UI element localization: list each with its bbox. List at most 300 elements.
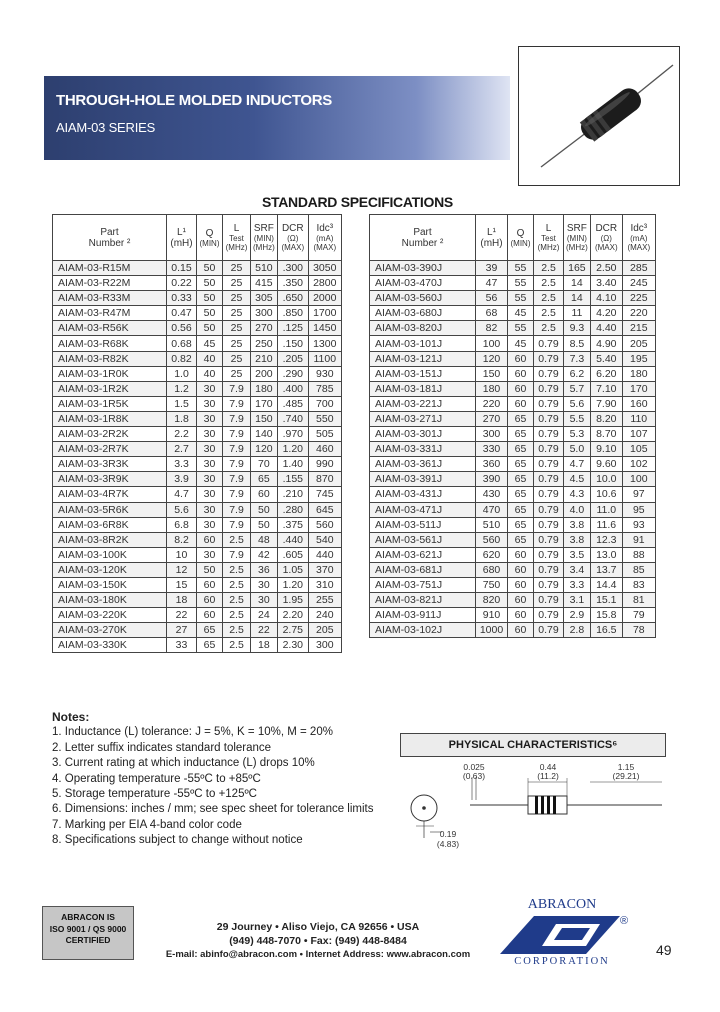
cell-srf: 30 bbox=[251, 593, 278, 608]
table-row bbox=[53, 321, 342, 336]
cell-dcr: 13.7 bbox=[590, 562, 622, 577]
cell-l-test: 0.79 bbox=[534, 547, 564, 562]
table-row bbox=[53, 547, 342, 562]
cell-inductance: 0.33 bbox=[167, 291, 197, 306]
cell-idc: 79 bbox=[622, 608, 655, 623]
cell-dcr: 5.40 bbox=[590, 351, 622, 366]
col-inductance: L¹ (mH) bbox=[167, 215, 197, 261]
cell-idc: 1450 bbox=[308, 321, 341, 336]
cell-inductance: 0.56 bbox=[167, 321, 197, 336]
cell-part-number: AIAM-03-2R2K bbox=[53, 427, 167, 442]
cell-dcr: .850 bbox=[277, 306, 308, 321]
cell-q: 45 bbox=[508, 306, 534, 321]
cell-inductance: 4.7 bbox=[167, 487, 197, 502]
cell-inductance: 150 bbox=[476, 366, 508, 381]
table-row bbox=[53, 411, 342, 426]
cell-inductance: 0.15 bbox=[167, 261, 197, 276]
cell-idc: 220 bbox=[622, 306, 655, 321]
cell-inductance: 270 bbox=[476, 411, 508, 426]
cell-srf: 60 bbox=[251, 487, 278, 502]
table-row bbox=[370, 593, 656, 608]
cell-idc: 100 bbox=[622, 472, 655, 487]
cell-dcr: .280 bbox=[277, 502, 308, 517]
cell-idc: 95 bbox=[622, 502, 655, 517]
cell-part-number: AIAM-03-301J bbox=[370, 427, 476, 442]
cell-inductance: 0.82 bbox=[167, 351, 197, 366]
cell-dcr: 1.05 bbox=[277, 562, 308, 577]
cell-part-number: AIAM-03-3R3K bbox=[53, 457, 167, 472]
cell-inductance: 15 bbox=[167, 577, 197, 592]
cell-idc: 930 bbox=[308, 366, 341, 381]
cell-q: 60 bbox=[508, 577, 534, 592]
spec-table-right bbox=[369, 214, 656, 638]
cell-dcr: 8.20 bbox=[590, 411, 622, 426]
cell-srf: 165 bbox=[564, 261, 591, 276]
cell-q: 60 bbox=[508, 608, 534, 623]
cell-idc: 505 bbox=[308, 427, 341, 442]
cell-inductance: 82 bbox=[476, 321, 508, 336]
cell-inductance: 0.68 bbox=[167, 336, 197, 351]
cell-inductance: 680 bbox=[476, 562, 508, 577]
cell-inductance: 560 bbox=[476, 532, 508, 547]
cell-inductance: 360 bbox=[476, 457, 508, 472]
cell-srf: 42 bbox=[251, 547, 278, 562]
cell-srf: 5.5 bbox=[564, 411, 591, 426]
cell-dcr: 4.20 bbox=[590, 306, 622, 321]
cell-q: 30 bbox=[197, 547, 223, 562]
cell-part-number: AIAM-03-180K bbox=[53, 593, 167, 608]
cell-dcr: 15.1 bbox=[590, 593, 622, 608]
cell-q: 50 bbox=[197, 321, 223, 336]
cell-inductance: 430 bbox=[476, 487, 508, 502]
cell-l-test: 25 bbox=[223, 366, 251, 381]
cell-part-number: AIAM-03-1R5K bbox=[53, 396, 167, 411]
table-row bbox=[370, 366, 656, 381]
cell-part-number: AIAM-03-102J bbox=[370, 623, 476, 638]
cell-srf: 250 bbox=[251, 336, 278, 351]
cell-dcr: .300 bbox=[277, 261, 308, 276]
table-row bbox=[370, 502, 656, 517]
cell-dcr: .400 bbox=[277, 381, 308, 396]
cell-q: 65 bbox=[508, 502, 534, 517]
table-row bbox=[370, 487, 656, 502]
cell-srf: 6.2 bbox=[564, 366, 591, 381]
cell-part-number: AIAM-03-R22M bbox=[53, 276, 167, 291]
cell-idc: 540 bbox=[308, 532, 341, 547]
cell-dcr: 16.5 bbox=[590, 623, 622, 638]
cell-inductance: 910 bbox=[476, 608, 508, 623]
note-item: 7. Marking per EIA 4-band color code bbox=[52, 818, 242, 831]
cell-part-number: AIAM-03-100K bbox=[53, 547, 167, 562]
cell-q: 60 bbox=[508, 593, 534, 608]
cell-idc: 440 bbox=[308, 547, 341, 562]
cell-inductance: 1.8 bbox=[167, 411, 197, 426]
cell-l-test: 7.9 bbox=[223, 517, 251, 532]
cell-l-test: 0.79 bbox=[534, 593, 564, 608]
contact-phone: (949) 448-7070 • Fax: (949) 448-8484 bbox=[229, 935, 407, 947]
table-row bbox=[53, 396, 342, 411]
cell-l-test: 2.5 bbox=[534, 306, 564, 321]
cell-part-number: AIAM-03-621J bbox=[370, 547, 476, 562]
cell-dcr: .375 bbox=[277, 517, 308, 532]
cell-dcr: 13.0 bbox=[590, 547, 622, 562]
cell-dcr: 1.20 bbox=[277, 577, 308, 592]
cell-idc: 310 bbox=[308, 577, 341, 592]
table-row bbox=[53, 593, 342, 608]
cell-part-number: AIAM-03-431J bbox=[370, 487, 476, 502]
cell-part-number: AIAM-03-820J bbox=[370, 321, 476, 336]
cell-l-test: 2.5 bbox=[223, 532, 251, 547]
cell-dcr: .740 bbox=[277, 411, 308, 426]
cell-l-test: 0.79 bbox=[534, 562, 564, 577]
cell-dcr: 1.20 bbox=[277, 442, 308, 457]
cell-idc: 370 bbox=[308, 562, 341, 577]
cell-q: 30 bbox=[197, 517, 223, 532]
cell-inductance: 750 bbox=[476, 577, 508, 592]
cell-idc: 2000 bbox=[308, 291, 341, 306]
cell-q: 55 bbox=[508, 261, 534, 276]
cell-inductance: 18 bbox=[167, 593, 197, 608]
cell-q: 60 bbox=[508, 381, 534, 396]
table-row bbox=[53, 472, 342, 487]
cell-srf: 14 bbox=[564, 276, 591, 291]
cell-part-number: AIAM-03-121J bbox=[370, 351, 476, 366]
col-part-number: Part Number ² bbox=[53, 215, 167, 261]
cell-idc: 107 bbox=[622, 427, 655, 442]
cell-inductance: 68 bbox=[476, 306, 508, 321]
cell-l-test: 0.79 bbox=[534, 427, 564, 442]
cell-q: 65 bbox=[508, 411, 534, 426]
cell-q: 65 bbox=[197, 623, 223, 638]
cell-idc: 205 bbox=[622, 336, 655, 351]
cell-idc: 255 bbox=[308, 593, 341, 608]
cell-q: 55 bbox=[508, 291, 534, 306]
table-row bbox=[53, 336, 342, 351]
cell-l-test: 2.5 bbox=[223, 608, 251, 623]
table-row bbox=[370, 577, 656, 592]
cell-dcr: .970 bbox=[277, 427, 308, 442]
cell-q: 65 bbox=[508, 442, 534, 457]
table-row bbox=[370, 457, 656, 472]
cell-idc: 550 bbox=[308, 411, 341, 426]
col-dcr: DCR (Ω) (MAX) bbox=[277, 215, 308, 261]
cell-l-test: 0.79 bbox=[534, 411, 564, 426]
table-row bbox=[53, 457, 342, 472]
cell-q: 60 bbox=[508, 351, 534, 366]
cell-part-number: AIAM-03-470J bbox=[370, 276, 476, 291]
cell-l-test: 0.79 bbox=[534, 366, 564, 381]
cell-l-test: 0.79 bbox=[534, 472, 564, 487]
col-idc: Idc³ (mA) (MAX) bbox=[308, 215, 341, 261]
table-row bbox=[370, 351, 656, 366]
cell-q: 30 bbox=[197, 442, 223, 457]
cell-l-test: 7.9 bbox=[223, 442, 251, 457]
cell-inductance: 510 bbox=[476, 517, 508, 532]
cell-q: 30 bbox=[197, 502, 223, 517]
cell-dcr: .440 bbox=[277, 532, 308, 547]
cell-idc: 460 bbox=[308, 442, 341, 457]
table-row bbox=[53, 577, 342, 592]
cell-part-number: AIAM-03-361J bbox=[370, 457, 476, 472]
cell-idc: 2800 bbox=[308, 276, 341, 291]
cell-l-test: 7.9 bbox=[223, 396, 251, 411]
cell-l-test: 25 bbox=[223, 351, 251, 366]
note-item: 1. Inductance (L) tolerance: J = 5%, K = 10%, M = 20% bbox=[52, 726, 333, 739]
cell-idc: 225 bbox=[622, 291, 655, 306]
cell-part-number: AIAM-03-221J bbox=[370, 396, 476, 411]
cell-q: 45 bbox=[197, 336, 223, 351]
cell-part-number: AIAM-03-330K bbox=[53, 638, 167, 653]
table-row bbox=[370, 472, 656, 487]
table-row bbox=[370, 562, 656, 577]
cell-srf: 170 bbox=[251, 396, 278, 411]
cell-part-number: AIAM-03-911J bbox=[370, 608, 476, 623]
cell-srf: 415 bbox=[251, 276, 278, 291]
cell-part-number: AIAM-03-8R2K bbox=[53, 532, 167, 547]
table-row bbox=[53, 487, 342, 502]
col-l-test: L Test (MHz) bbox=[534, 215, 564, 261]
cell-l-test: 2.5 bbox=[534, 291, 564, 306]
cell-q: 50 bbox=[197, 562, 223, 577]
cell-part-number: AIAM-03-821J bbox=[370, 593, 476, 608]
inductor-image bbox=[519, 47, 679, 185]
cell-idc: 88 bbox=[622, 547, 655, 562]
cell-dcr: 6.20 bbox=[590, 366, 622, 381]
cell-srf: 70 bbox=[251, 457, 278, 472]
table-row bbox=[53, 366, 342, 381]
cell-srf: 3.8 bbox=[564, 532, 591, 547]
cell-srf: 4.0 bbox=[564, 502, 591, 517]
cell-srf: 3.5 bbox=[564, 547, 591, 562]
abracon-logo bbox=[498, 894, 640, 966]
table-row bbox=[370, 623, 656, 638]
iso-certification-badge bbox=[42, 906, 134, 960]
cell-part-number: AIAM-03-220K bbox=[53, 608, 167, 623]
cell-idc: 785 bbox=[308, 381, 341, 396]
cell-part-number: AIAM-03-181J bbox=[370, 381, 476, 396]
cell-inductance: 220 bbox=[476, 396, 508, 411]
cell-part-number: AIAM-03-151J bbox=[370, 366, 476, 381]
cell-part-number: AIAM-03-1R0K bbox=[53, 366, 167, 381]
cell-l-test: 25 bbox=[223, 321, 251, 336]
cell-inductance: 27 bbox=[167, 623, 197, 638]
note-item: 4. Operating temperature -55ºC to +85ºC bbox=[52, 772, 261, 785]
cell-dcr: 7.90 bbox=[590, 396, 622, 411]
contact-info bbox=[148, 920, 488, 962]
cell-q: 40 bbox=[197, 351, 223, 366]
cell-q: 50 bbox=[197, 306, 223, 321]
cell-part-number: AIAM-03-1R8K bbox=[53, 411, 167, 426]
cell-dcr: 2.50 bbox=[590, 261, 622, 276]
cell-part-number: AIAM-03-560J bbox=[370, 291, 476, 306]
iso-line: ISO 9001 / QS 9000 bbox=[49, 923, 127, 934]
cell-idc: 745 bbox=[308, 487, 341, 502]
cell-idc: 1300 bbox=[308, 336, 341, 351]
spec-table-left bbox=[52, 214, 342, 653]
cell-l-test: 2.5 bbox=[534, 321, 564, 336]
cell-part-number: AIAM-03-6R8K bbox=[53, 517, 167, 532]
table-row bbox=[53, 261, 342, 276]
col-q: Q (MIN) bbox=[508, 215, 534, 261]
cell-idc: 990 bbox=[308, 457, 341, 472]
table-row bbox=[53, 623, 342, 638]
cell-inductance: 2.2 bbox=[167, 427, 197, 442]
cell-l-test: 0.79 bbox=[534, 577, 564, 592]
cell-srf: 50 bbox=[251, 502, 278, 517]
cell-srf: 3.8 bbox=[564, 517, 591, 532]
cell-l-test: 2.5 bbox=[223, 577, 251, 592]
cell-dcr: 12.3 bbox=[590, 532, 622, 547]
cell-srf: 65 bbox=[251, 472, 278, 487]
product-photo bbox=[518, 46, 680, 186]
cell-q: 60 bbox=[508, 396, 534, 411]
cell-inductance: 0.47 bbox=[167, 306, 197, 321]
cell-q: 60 bbox=[197, 577, 223, 592]
cell-dcr: .210 bbox=[277, 487, 308, 502]
cell-dcr: 15.8 bbox=[590, 608, 622, 623]
cell-part-number: AIAM-03-2R7K bbox=[53, 442, 167, 457]
cell-inductance: 1.5 bbox=[167, 396, 197, 411]
cell-inductance: 0.22 bbox=[167, 276, 197, 291]
table-row bbox=[53, 608, 342, 623]
table-row bbox=[370, 411, 656, 426]
cell-part-number: AIAM-03-471J bbox=[370, 502, 476, 517]
table-row bbox=[53, 276, 342, 291]
cell-q: 30 bbox=[197, 472, 223, 487]
table-row bbox=[53, 638, 342, 653]
cell-l-test: 0.79 bbox=[534, 381, 564, 396]
cell-idc: 102 bbox=[622, 457, 655, 472]
cell-inductance: 8.2 bbox=[167, 532, 197, 547]
cell-srf: 50 bbox=[251, 517, 278, 532]
body-dia-mm-label: (4.83) bbox=[436, 839, 460, 849]
cell-part-number: AIAM-03-5R6K bbox=[53, 502, 167, 517]
cell-q: 30 bbox=[197, 457, 223, 472]
cell-srf: 14 bbox=[564, 291, 591, 306]
cell-l-test: 7.9 bbox=[223, 472, 251, 487]
cell-part-number: AIAM-03-R68K bbox=[53, 336, 167, 351]
cell-q: 60 bbox=[197, 593, 223, 608]
body-len-label: 0.44 bbox=[539, 762, 557, 772]
cell-l-test: 7.9 bbox=[223, 381, 251, 396]
contact-address: 29 Journey • Aliso Viejo, CA 92656 • USA bbox=[216, 921, 420, 933]
note-item: 2. Letter suffix indicates standard tolerance bbox=[52, 741, 272, 754]
cell-inductance: 56 bbox=[476, 291, 508, 306]
cell-idc: 3050 bbox=[308, 261, 341, 276]
cell-dcr: 11.6 bbox=[590, 517, 622, 532]
cell-part-number: AIAM-03-331J bbox=[370, 442, 476, 457]
cell-idc: 1700 bbox=[308, 306, 341, 321]
cell-l-test: 0.79 bbox=[534, 532, 564, 547]
cell-idc: 195 bbox=[622, 351, 655, 366]
cell-l-test: 0.79 bbox=[534, 623, 564, 638]
cell-l-test: 0.79 bbox=[534, 487, 564, 502]
cell-part-number: AIAM-03-R33M bbox=[53, 291, 167, 306]
contact-web: E-mail: abinfo@abracon.com • Internet Address: www.abracon.com bbox=[165, 949, 471, 960]
cell-idc: 170 bbox=[622, 381, 655, 396]
cell-q: 60 bbox=[508, 547, 534, 562]
cell-l-test: 25 bbox=[223, 291, 251, 306]
cell-idc: 85 bbox=[622, 562, 655, 577]
cell-inductance: 5.6 bbox=[167, 502, 197, 517]
col-l-test: L Test (MHz) bbox=[223, 215, 251, 261]
cell-srf: 9.3 bbox=[564, 321, 591, 336]
cell-idc: 240 bbox=[308, 608, 341, 623]
cell-dcr: 7.10 bbox=[590, 381, 622, 396]
cell-inductance: 820 bbox=[476, 593, 508, 608]
cell-srf: 8.5 bbox=[564, 336, 591, 351]
cell-dcr: 14.4 bbox=[590, 577, 622, 592]
cell-dcr: 11.0 bbox=[590, 502, 622, 517]
cell-srf: 5.3 bbox=[564, 427, 591, 442]
cell-srf: 305 bbox=[251, 291, 278, 306]
cell-l-test: 2.5 bbox=[534, 261, 564, 276]
cell-inductance: 100 bbox=[476, 336, 508, 351]
cell-srf: 30 bbox=[251, 577, 278, 592]
cell-idc: 97 bbox=[622, 487, 655, 502]
cell-dcr: 2.75 bbox=[277, 623, 308, 638]
cell-srf: 18 bbox=[251, 638, 278, 653]
table-row bbox=[53, 351, 342, 366]
table-row bbox=[53, 381, 342, 396]
cell-srf: 11 bbox=[564, 306, 591, 321]
table-row bbox=[370, 396, 656, 411]
cell-srf: 510 bbox=[251, 261, 278, 276]
cell-srf: 4.7 bbox=[564, 457, 591, 472]
cell-q: 30 bbox=[197, 487, 223, 502]
cell-inductance: 2.7 bbox=[167, 442, 197, 457]
cell-part-number: AIAM-03-751J bbox=[370, 577, 476, 592]
cell-part-number: AIAM-03-680J bbox=[370, 306, 476, 321]
header-band bbox=[44, 76, 510, 160]
cell-srf: 22 bbox=[251, 623, 278, 638]
col-dcr: DCR (Ω) (MAX) bbox=[590, 215, 622, 261]
lead-len-mm-label: (29.21) bbox=[612, 771, 640, 781]
dimension-drawing bbox=[400, 760, 670, 855]
cell-idc: 160 bbox=[622, 396, 655, 411]
cell-q: 50 bbox=[197, 261, 223, 276]
cell-l-test: 25 bbox=[223, 276, 251, 291]
cell-srf: 120 bbox=[251, 442, 278, 457]
logo-registered: ® bbox=[620, 915, 629, 927]
table-row bbox=[53, 562, 342, 577]
cell-dcr: 4.90 bbox=[590, 336, 622, 351]
cell-dcr: .205 bbox=[277, 351, 308, 366]
cell-part-number: AIAM-03-120K bbox=[53, 562, 167, 577]
cell-inductance: 12 bbox=[167, 562, 197, 577]
cell-idc: 78 bbox=[622, 623, 655, 638]
cell-dcr: .350 bbox=[277, 276, 308, 291]
cell-q: 50 bbox=[197, 276, 223, 291]
cell-dcr: 10.0 bbox=[590, 472, 622, 487]
cell-dcr: 4.40 bbox=[590, 321, 622, 336]
cell-idc: 870 bbox=[308, 472, 341, 487]
cell-l-test: 0.79 bbox=[534, 517, 564, 532]
note-item: 8. Specifications subject to change without notice bbox=[52, 834, 303, 847]
cell-q: 65 bbox=[197, 638, 223, 653]
cell-l-test: 0.79 bbox=[534, 396, 564, 411]
cell-dcr: .150 bbox=[277, 336, 308, 351]
col-srf: SRF (MIN) (MHz) bbox=[251, 215, 278, 261]
table-row bbox=[53, 291, 342, 306]
cell-part-number: AIAM-03-R56K bbox=[53, 321, 167, 336]
cell-inductance: 330 bbox=[476, 442, 508, 457]
cell-q: 60 bbox=[197, 608, 223, 623]
cell-part-number: AIAM-03-4R7K bbox=[53, 487, 167, 502]
physical-characteristics-title: PHYSICAL CHARACTERISTICS⁶ bbox=[400, 733, 666, 757]
cell-part-number: AIAM-03-390J bbox=[370, 261, 476, 276]
cell-srf: 7.3 bbox=[564, 351, 591, 366]
